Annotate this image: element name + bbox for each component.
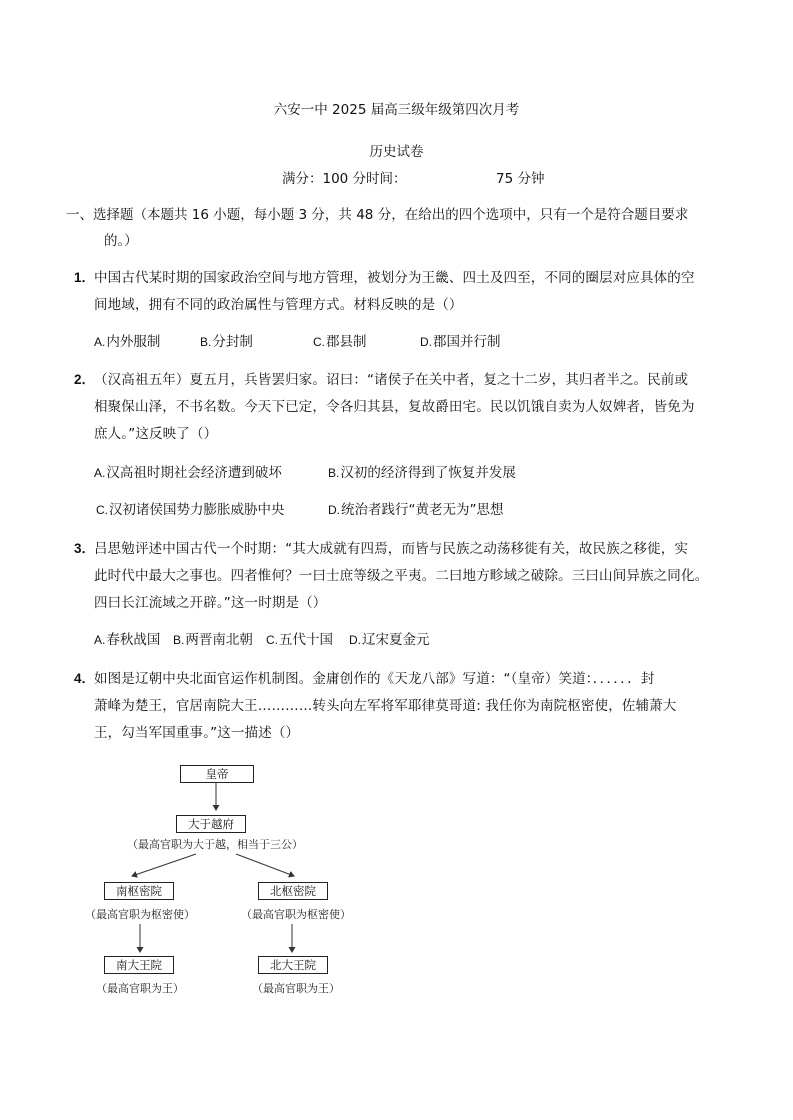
option-key: D.	[328, 503, 340, 517]
question-text: 吕思勉评述中国古代一个时期：“其大成就有四焉，而皆与民族之动荡移徙有关，故民族之移徙，实	[94, 541, 689, 557]
question-text: 四曰长江流域之开辟。”这一时期是（）	[94, 595, 327, 611]
question-number: 2．	[74, 372, 96, 387]
arrow-yuyue-to-south	[132, 854, 196, 876]
south-council-note: （最高官职为枢密使）	[85, 908, 195, 921]
yuyue-note: （最高官职为大于越，相当于三公）	[127, 838, 303, 851]
question-text: 此时代中最大之事也。四者惟何？一曰士庶等级之平夷。二曰地方畛域之破除。三曰山间异族之同化。	[94, 568, 709, 584]
south-king-note: （最高官职为王）	[96, 982, 184, 995]
north-council-note: （最高官职为枢密使）	[241, 908, 351, 921]
option-d[interactable]	[328, 498, 504, 518]
option-key: B.	[200, 335, 212, 349]
option-text: 统治者践行“黄老无为”思想	[341, 502, 504, 518]
option-text: 郡县制	[326, 334, 367, 350]
option-key: A.	[94, 335, 106, 349]
option-text: 内外服制	[106, 334, 161, 350]
question-number: 4．	[74, 671, 96, 686]
option-text: 春秋战国	[106, 632, 161, 648]
emperor-box: 皇帝	[180, 765, 254, 783]
option-key: D.	[420, 335, 432, 349]
arrow-yuyue-to-north	[236, 854, 294, 876]
question-text: 萧峰为楚王，官居南院大王…………转头向左军将军耶律莫哥道: 我任你为南院枢密使，佐辅萧大	[94, 698, 677, 714]
option-c[interactable]	[313, 330, 367, 350]
option-text: 五代十国	[279, 632, 333, 648]
time-label: 75 分钟	[496, 171, 545, 187]
north-king-box: 北大王院	[258, 956, 328, 974]
option-a[interactable]	[94, 461, 282, 481]
subject-title: 历史试卷	[369, 144, 424, 160]
option-key: C.	[96, 503, 108, 517]
option-c[interactable]	[96, 498, 285, 518]
option-text: 两晋南北朝	[185, 632, 253, 648]
option-text: 汉初诸侯国势力膨胀威胁中央	[109, 502, 285, 518]
option-b[interactable]	[328, 461, 516, 481]
north-king-note: （最高官职为王）	[252, 982, 340, 995]
option-d[interactable]	[420, 330, 501, 350]
option-text: 汉高祖时期社会经济遭到破坏	[106, 465, 282, 481]
question-number: 3．	[74, 541, 96, 556]
option-a[interactable]	[94, 628, 160, 648]
option-key: A.	[94, 633, 106, 647]
question-number: 1．	[74, 270, 96, 285]
option-text: 辽宋夏金元	[362, 632, 430, 648]
section-heading-line1: 一、选择题（本题共 16 小题，每小题 3 分，共 48 分，在给出的四个选项中，只有一个是符合题目要求	[66, 207, 689, 223]
option-key: C.	[313, 335, 325, 349]
score-label: 满分：100 分时间：	[282, 171, 407, 187]
option-key: B.	[328, 466, 340, 480]
option-key: B.	[173, 633, 185, 647]
option-key: C.	[266, 633, 278, 647]
yuyue-office-box: 大于越府	[176, 815, 246, 833]
question-text: （汉高祖五年）夏五月，兵皆罢归家。诏曰：“诸侯子在关中者，复之十二岁，其归者半之。民前或	[94, 372, 689, 388]
option-b[interactable]	[173, 628, 253, 648]
south-council-box: 南枢密院	[104, 882, 174, 900]
option-b[interactable]	[200, 330, 253, 350]
option-text: 汉初的经济得到了恢复并发展	[340, 465, 516, 481]
question-text: 相聚保山泽，不书名数。今天下已定，令各归其县，复故爵田宅。民以饥饿自卖为人奴婢者，皆免为	[94, 399, 695, 415]
north-council-box: 北枢密院	[258, 882, 328, 900]
option-a[interactable]	[94, 330, 160, 350]
section-heading-line2: 的。）	[104, 233, 138, 249]
question-text: 庶人。”这反映了（）	[94, 426, 218, 442]
south-king-box: 南大王院	[104, 956, 174, 974]
option-key: D.	[349, 633, 361, 647]
question-text: 如图是辽朝中央北面官运作机制图。金庸创作的《天龙八部》写道：“（皇帝）笑道：．．．．．．封	[94, 671, 655, 687]
question-text: 王，勾当军国重事。”这一描述（）	[94, 725, 300, 741]
exam-title: 六安一中 2025 届高三级年级第四次月考	[273, 102, 520, 118]
option-key: A.	[94, 466, 106, 480]
option-text: 分封制	[212, 334, 253, 350]
question-text: 间地域，拥有不同的政治属性与管理方式。材料反映的是（）	[94, 297, 463, 313]
question-text: 中国古代某时期的国家政治空间与地方管理，被划分为王畿、四土及四至，不同的圈层对应具体的空	[94, 270, 695, 286]
option-text: 郡国并行制	[433, 334, 501, 350]
option-d[interactable]	[349, 628, 430, 648]
option-c[interactable]	[266, 628, 333, 648]
liao-official-diagram	[70, 760, 370, 1000]
